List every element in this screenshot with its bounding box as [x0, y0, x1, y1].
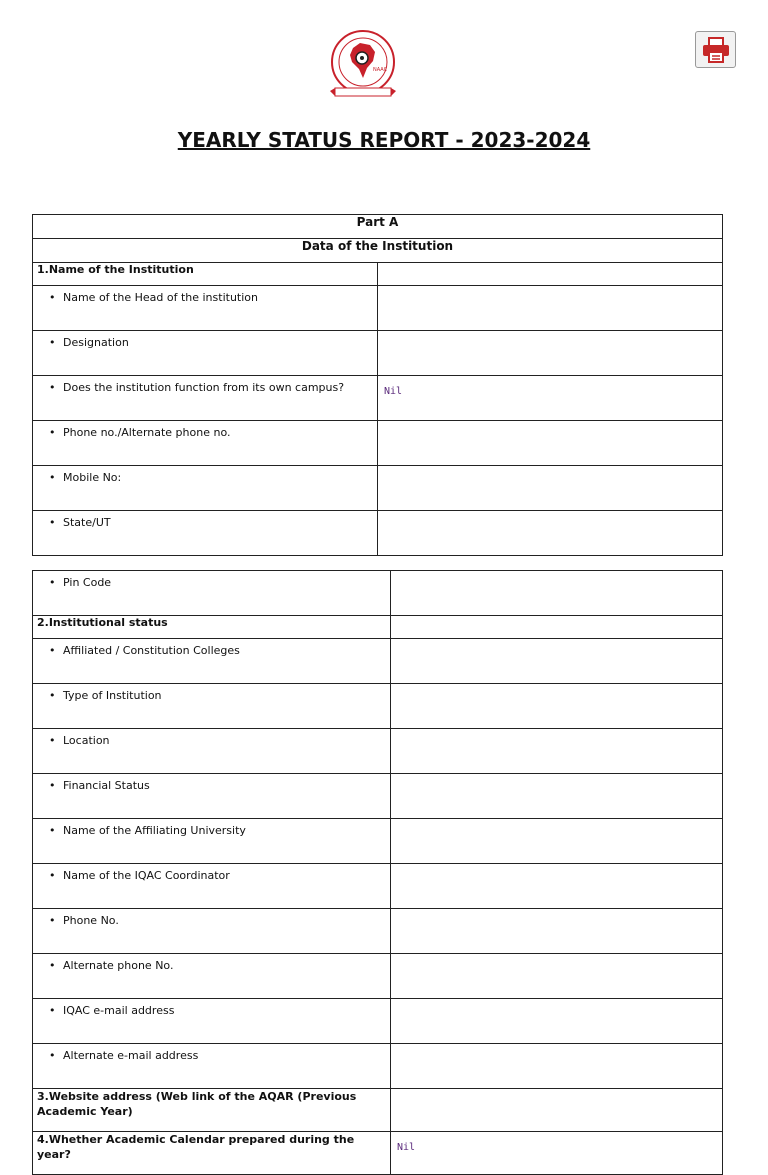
printer-icon: [702, 37, 730, 63]
table-row: [33, 421, 723, 466]
svg-text:NAAC: NAAC: [373, 67, 388, 73]
row-label: • Alternate phone No.: [49, 959, 173, 972]
row-label: • Designation: [49, 336, 129, 349]
row-value: [391, 571, 723, 616]
table-row: [33, 999, 723, 1044]
row-label: • Mobile No:: [49, 471, 121, 484]
subtitle-row: [33, 239, 723, 263]
row-value: [378, 286, 723, 331]
section-heading: 1.Name of the Institution: [33, 263, 378, 286]
row-value: [391, 774, 723, 819]
row-label: • Phone No.: [49, 914, 119, 927]
row-label: • Name of the Head of the institution: [49, 291, 258, 304]
row-value: [391, 909, 723, 954]
row-label: • Financial Status: [49, 779, 150, 792]
table-row: [33, 729, 723, 774]
section-row: [33, 616, 723, 639]
row-label: • Pin Code: [49, 576, 111, 589]
section-row: [33, 1132, 723, 1175]
section-row: [33, 1089, 723, 1132]
table-row: [33, 819, 723, 864]
table-row: [33, 954, 723, 999]
part-header-row: [33, 215, 723, 239]
table-row: [33, 466, 723, 511]
section-heading: 3.Website address (Web link of the AQAR (Previous Academic Year): [33, 1089, 391, 1132]
section-value: [391, 616, 723, 639]
row-value: [391, 864, 723, 909]
row-value: [378, 421, 723, 466]
section-value: Nil: [391, 1132, 723, 1175]
row-label: • Location: [49, 734, 110, 747]
section-value: [391, 1089, 723, 1132]
naac-logo-icon: [326, 28, 400, 102]
row-label: • Name of the IQAC Coordinator: [49, 869, 230, 882]
table-row: [33, 1044, 723, 1089]
row-label: • Type of Institution: [49, 689, 162, 702]
table-row: [33, 376, 723, 421]
row-value: [378, 331, 723, 376]
table-row: [33, 571, 723, 616]
section-heading: 4.Whether Academic Calendar prepared during the year?: [33, 1132, 391, 1175]
table-row: [33, 286, 723, 331]
table-row: [33, 864, 723, 909]
row-value: [391, 639, 723, 684]
row-label: • Name of the Affiliating University: [49, 824, 246, 837]
row-value: [391, 684, 723, 729]
row-value: [391, 819, 723, 864]
row-label: • State/UT: [49, 516, 111, 529]
table-row: [33, 511, 723, 556]
row-value: [391, 999, 723, 1044]
row-value: [391, 729, 723, 774]
part-heading: Part A: [33, 215, 723, 239]
row-value: [378, 466, 723, 511]
row-value: [391, 1044, 723, 1089]
section-heading: 2.Institutional status: [33, 616, 391, 639]
institution-data-table: [32, 214, 723, 556]
table-row: [33, 639, 723, 684]
page-title: YEARLY STATUS REPORT - 2023-2024: [177, 128, 591, 152]
row-label: • Affiliated / Constitution Colleges: [49, 644, 240, 657]
table-row: [33, 909, 723, 954]
row-value: [378, 511, 723, 556]
row-label: • Does the institution function from its own campus?: [49, 381, 344, 394]
row-label: • Phone no./Alternate phone no.: [49, 426, 231, 439]
table-row: [33, 774, 723, 819]
row-value: [391, 954, 723, 999]
row-label: • Alternate e-mail address: [49, 1049, 198, 1062]
table-row: [33, 684, 723, 729]
row-value: Nil: [378, 376, 723, 421]
institutional-status-table: [32, 570, 723, 1175]
row-label: • IQAC e-mail address: [49, 1004, 174, 1017]
table-subtitle: Data of the Institution: [33, 239, 723, 263]
section-row: [33, 263, 723, 286]
table-row: [33, 331, 723, 376]
print-button[interactable]: [695, 31, 736, 68]
section-value: [378, 263, 723, 286]
